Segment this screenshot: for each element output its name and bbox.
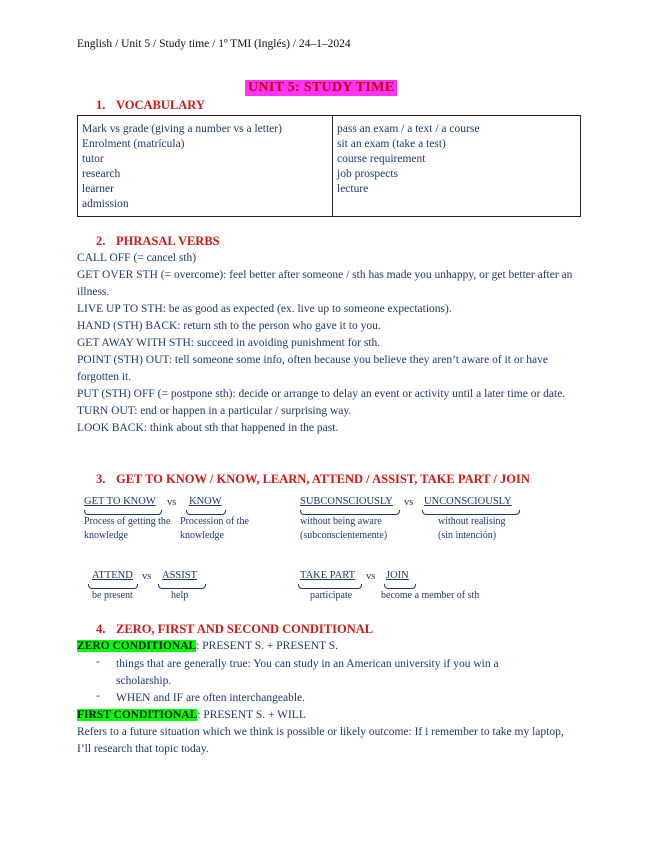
- vocab-item: job prospects: [337, 168, 399, 180]
- first-conditional-formula: : PRESENT S. + WILL: [197, 709, 306, 721]
- gloss-text: (sin intención): [438, 530, 497, 541]
- first-conditional-label: FIRST CONDITIONAL: [77, 709, 198, 721]
- term-subconsciously: SUBCONSCIOUSLY: [300, 496, 393, 507]
- zero-conditional-formula: : PRESENT S. + PRESENT S.: [196, 640, 339, 652]
- section-title: GET TO KNOW / KNOW, LEARN, ATTEND / ASSIST, TAKE PART / JOIN: [116, 472, 530, 486]
- zero-conditional-line: [77, 638, 577, 655]
- phrasal-verb-entry: POINT (STH) OUT: tell someone some info, often because you believe they aren’t aware of it or have forgotten it.: [77, 354, 548, 383]
- vocab-item: admission: [82, 198, 129, 210]
- phrasal-verb-entry: PUT (STH) OFF (= postpone sth): decide or arrange to delay an event or activity until a later time or date.: [77, 388, 566, 400]
- vocab-item: pass an exam / a text / a course: [337, 123, 480, 135]
- vocab-item: Mark vs grade (giving a number vs a letter): [82, 123, 282, 135]
- phrasal-verb-entry: TURN OUT: end or happen in a particular / surprising way.: [77, 405, 352, 417]
- vocab-item: research: [82, 168, 121, 180]
- vs-label: vs: [167, 497, 177, 508]
- section-title: PHRASAL VERBS: [116, 234, 220, 248]
- section-number: 2.: [96, 234, 106, 248]
- term-attend: ATTEND: [92, 570, 133, 581]
- first-conditional-description: Refers to a future situation which we think is possible or likely outcome: If i remember to take my laptop, I’ll research that topic today.: [77, 726, 564, 755]
- phrasal-verb-entry: LIVE UP TO STH: be as good as expected (ex. live up to someone expectations).: [77, 303, 452, 315]
- section-vocabulary-heading: [96, 98, 205, 113]
- gloss-text: without being aware: [300, 516, 382, 527]
- gloss-text: Process of getting the knowledge: [84, 516, 171, 541]
- gloss-know: [180, 515, 264, 543]
- section-number: 3.: [96, 472, 106, 486]
- gloss-subconsciously: [300, 515, 387, 543]
- term-join: JOIN: [386, 570, 409, 581]
- phrasal-verb-entry: GET OVER STH (= overcome): feel better after someone / sth has made you unhappy, or get better after an illness.: [77, 269, 573, 298]
- phrasal-verb-entry: CALL OFF (= cancel sth): [77, 252, 197, 264]
- vocab-item: sit an exam (take a test): [337, 138, 446, 150]
- term-know: KNOW: [189, 496, 222, 507]
- gloss-get-to-know: [84, 515, 174, 543]
- phrasal-verb-entry: GET AWAY WITH STH: succeed in avoiding punishment for sth.: [77, 337, 381, 349]
- section-number: 1.: [96, 98, 106, 112]
- first-conditional-line: [77, 707, 577, 724]
- gloss-unconsciously: [438, 515, 506, 543]
- document-header: English / Unit 5 / Study time / 1º TMI (Inglés) / 24–1–2024: [77, 38, 351, 50]
- vocabulary-table: [77, 115, 581, 217]
- section-title: ZERO, FIRST AND SECOND CONDITIONAL: [116, 622, 374, 636]
- vs-label: vs: [142, 571, 152, 582]
- gloss-text: Procession of the knowledge: [180, 516, 249, 541]
- gloss-attend: be present: [92, 590, 133, 601]
- vocab-item: tutor: [82, 153, 104, 165]
- vs-label: vs: [404, 497, 414, 508]
- term-take-part: TAKE PART: [300, 570, 356, 581]
- zero-conditional-label: ZERO CONDITIONAL: [77, 640, 197, 652]
- zero-conditional-bullet: things that are generally true: You can study in an American university if you win a scholarship.: [116, 658, 499, 687]
- section-get-to-know-heading: [96, 472, 530, 487]
- section-conditional-heading: [96, 622, 373, 637]
- term-unconsciously: UNCONSCIOUSLY: [424, 496, 512, 507]
- section-phrasal-verbs-heading: [96, 234, 220, 249]
- phrasal-verbs-list: [77, 250, 582, 437]
- vocabulary-column-right: [333, 116, 580, 216]
- bullet-mark: -: [96, 690, 100, 702]
- phrasal-verb-entry: LOOK BACK: think about sth that happened in the past.: [77, 422, 339, 434]
- gloss-join: become a member of sth: [381, 590, 480, 601]
- phrasal-verb-entry: HAND (STH) BACK: return sth to the person who gave it to you.: [77, 320, 381, 332]
- term-assist: ASSIST: [162, 570, 198, 581]
- vocab-item: learner: [82, 183, 114, 195]
- section-number: 4.: [96, 622, 106, 636]
- vocab-item: lecture: [337, 183, 369, 195]
- section-title: VOCABULARY: [116, 98, 205, 112]
- gloss-text: (subconscientemente): [300, 530, 388, 541]
- gloss-assist: help: [171, 590, 189, 601]
- term-get-to-know: GET TO KNOW: [84, 496, 156, 507]
- vs-label: vs: [366, 571, 376, 582]
- vocab-item: Enrolment (matrícula): [82, 138, 185, 150]
- vocabulary-column-left: [78, 116, 333, 216]
- vocab-item: course requirement: [337, 153, 426, 165]
- gloss-text: without realising: [438, 516, 506, 527]
- gloss-take-part: participate: [310, 590, 353, 601]
- bullet-mark: -: [96, 656, 100, 668]
- zero-conditional-bullet: WHEN and IF are often interchangeable.: [116, 692, 306, 704]
- page-title: UNIT 5: STUDY TIME: [245, 80, 397, 96]
